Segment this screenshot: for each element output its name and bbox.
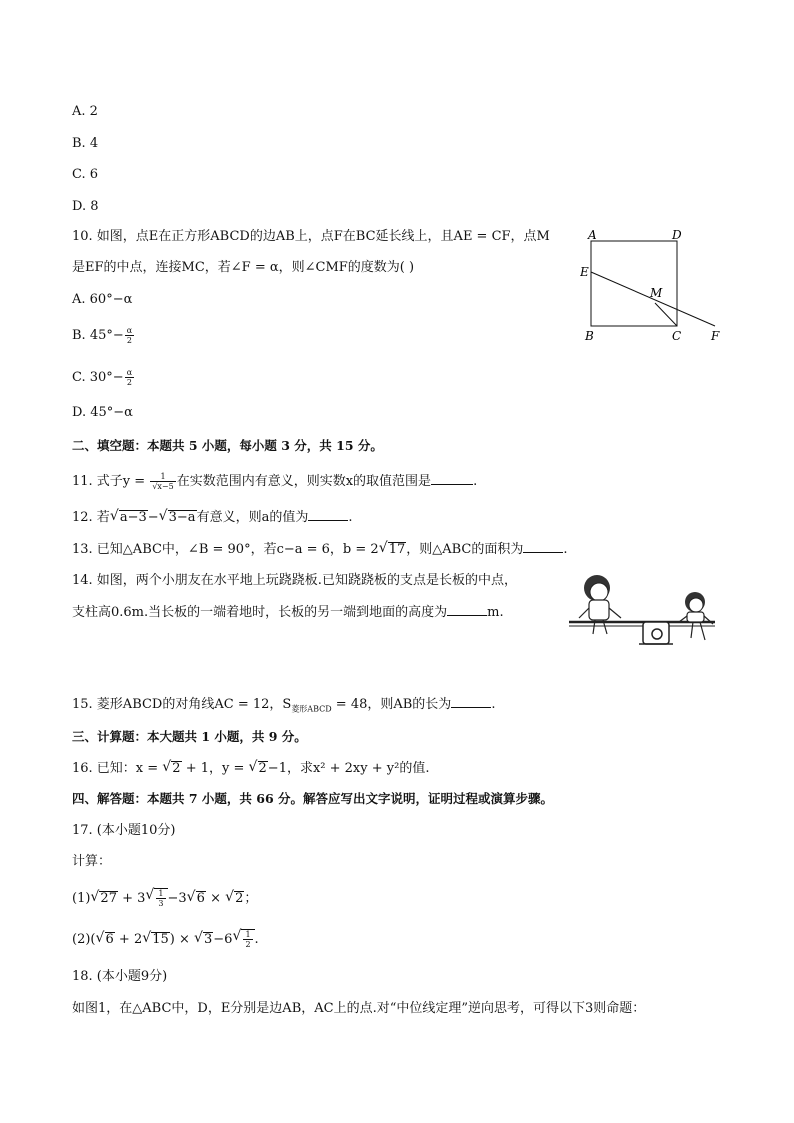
frac-den: √x−5 [152,482,174,491]
q15-suffix: = 48，则AB的长为 [331,697,452,712]
option-d: D. 8 [72,199,99,214]
radicand [241,929,254,949]
q17-p1-b: + 3 [117,891,146,906]
fraction [156,889,165,908]
radicand: 2 [172,761,181,776]
q18-line1: 如图1，在△ABC中，D，E分别是边AB，AC上的点.对“中位线定理”逆向思考，可得以下3则命题： [72,1001,646,1016]
q11-suffix: 在实数范围内有意义，则实数x的取值范围是 [176,474,432,489]
q10-option-c [72,368,135,387]
q10-option-b-prefix: B. 45°− [72,328,124,343]
fraction [125,368,134,387]
sqrt [225,890,244,908]
frac-den: 2 [126,336,133,345]
frac-num: α [126,368,133,377]
section-4-heading: 四、解答题：本题共 7 小题，共 66 分。解答应写出文字说明，证明过程或演算步骤。 [72,791,554,806]
option-c: C. 6 [72,167,99,182]
fraction [125,326,134,345]
q12-minus: − [147,510,159,525]
q15-end: . [491,697,496,712]
radicand: 3 [204,932,213,947]
q15-subscript: 菱形ABCD [291,704,332,714]
seesaw-illustration [565,568,725,650]
radicand [154,888,167,908]
q10-option-d: D. 45°−α [72,405,133,420]
sqrt [145,888,167,908]
radicand: 3−a [168,510,196,525]
section-3-heading: 三、计算题：本大题共 1 小题，共 9 分。 [72,729,307,744]
q17-p2-b: + 2 [114,932,143,947]
q11-prefix: 11. 式子y = [72,474,150,489]
label-e: E [580,265,589,279]
sqrt [142,931,170,949]
radicand: 17 [388,542,406,557]
q17-p2-e: . [254,932,259,947]
q13-end: . [563,542,568,557]
q17-intro: 计算： [72,854,112,869]
sqrt [162,760,181,778]
q17-p2-d: −6 [213,932,233,947]
frac-den: 2 [245,940,251,949]
q17-p1-e: ； [244,891,258,906]
q15 [72,695,495,719]
q11 [72,472,477,491]
q16-p1: 16. 已知：x = [72,761,163,776]
q16-p2: + 1，y = [181,761,249,776]
q17-p2-c: ) × [169,932,194,947]
q12-end: . [348,510,353,525]
label-b: B [585,329,594,343]
frac-den: 2 [126,378,132,387]
q17-p1-a: (1) [72,891,91,906]
frac-num: √ 1 [158,889,164,898]
q16 [72,760,429,778]
q17-part2 [72,929,259,949]
q10-line1: 10. 如图，点E在正方形ABCD的边AB上，点F在BC延长线上，且AE = CF，点M [72,229,550,244]
q11-end: . [473,474,478,489]
answer-blank[interactable] [451,695,491,708]
sqrt [96,931,115,949]
q14-line1: 14. 如图，两个小朋友在水平地上玩跷跷板.已知跷跷板的支点是长板的中点， [72,573,517,588]
sqrt [249,760,268,778]
segment-mc [655,303,677,326]
radicand: 6 [196,891,205,906]
sqrt [379,541,407,559]
q13-prefix: 13. 已知△ABC中，∠B = 90°，若c−a = 6，b = 2 [72,542,379,557]
q17-p1-c: −3 [167,891,187,906]
q10-option-b [72,326,135,345]
radicand: 2 [235,891,244,906]
radicand: 15 [152,932,169,947]
q10-option-c-prefix: C. 30°− [72,370,124,385]
label-f: F [711,329,720,343]
frac-num: α [126,326,133,335]
answer-blank[interactable] [308,508,348,521]
answer-blank[interactable] [523,540,563,553]
q13-suffix: ，则△ABC的面积为 [406,542,524,557]
q11-fraction [150,472,175,491]
label-m: M [650,286,663,300]
radicand: 27 [100,891,117,906]
q17-p2-a: (2)( [72,932,96,947]
label-a: A [588,228,597,242]
q14-line2-prefix: 支柱高0.6m.当长板的一端着地时，长板的另一端到地面的高度为 [72,605,448,620]
q16-p3: −1，求x² + 2xy + y²的值. [267,761,430,776]
radicand: 6 [105,932,114,947]
q17-title: 17. (本小题10分) [72,823,176,838]
sqrt [194,931,213,949]
q10-option-a: A. 60°−α [72,292,133,307]
sqrt [232,929,254,949]
label-d: D [672,228,682,242]
q13 [72,540,568,559]
q12-prefix: 12. 若 [72,510,110,525]
q17-p1-d: × [205,891,226,906]
frac-num: √ 1 [245,930,251,939]
q14-line2-end: m. [487,605,504,620]
answer-blank[interactable] [447,603,487,616]
sqrt [110,509,148,527]
label-c: C [672,329,682,343]
q15-prefix: 15. 菱形ABCD的对角线AC = 12，S [72,697,292,712]
option-b: B. 4 [72,136,99,151]
sqrt [187,890,206,908]
q17-part1 [72,888,257,908]
answer-blank[interactable] [431,472,473,485]
square-abcd [591,241,677,326]
frac-num: 1 [150,472,175,482]
q10-line2: 是EF的中点，连接MC，若∠F = α，则∠CMF的度数为( ) [72,260,415,275]
q12-suffix: 有意义，则a的值为 [196,510,309,525]
q18-title: 18. (本小题9分) [72,969,168,984]
square-figure [580,226,730,346]
q12 [72,508,352,527]
q14-line2 [72,603,504,622]
section-2-heading: 二、填空题：本题共 5 小题，每小题 3 分，共 15 分。 [72,438,383,453]
sqrt [159,509,197,527]
option-a: A. 2 [72,104,98,119]
radicand: a−3 [119,510,147,525]
radicand: 2 [258,761,267,776]
frac-den: 3 [158,899,164,908]
sqrt [90,890,118,908]
fraction [243,930,252,949]
